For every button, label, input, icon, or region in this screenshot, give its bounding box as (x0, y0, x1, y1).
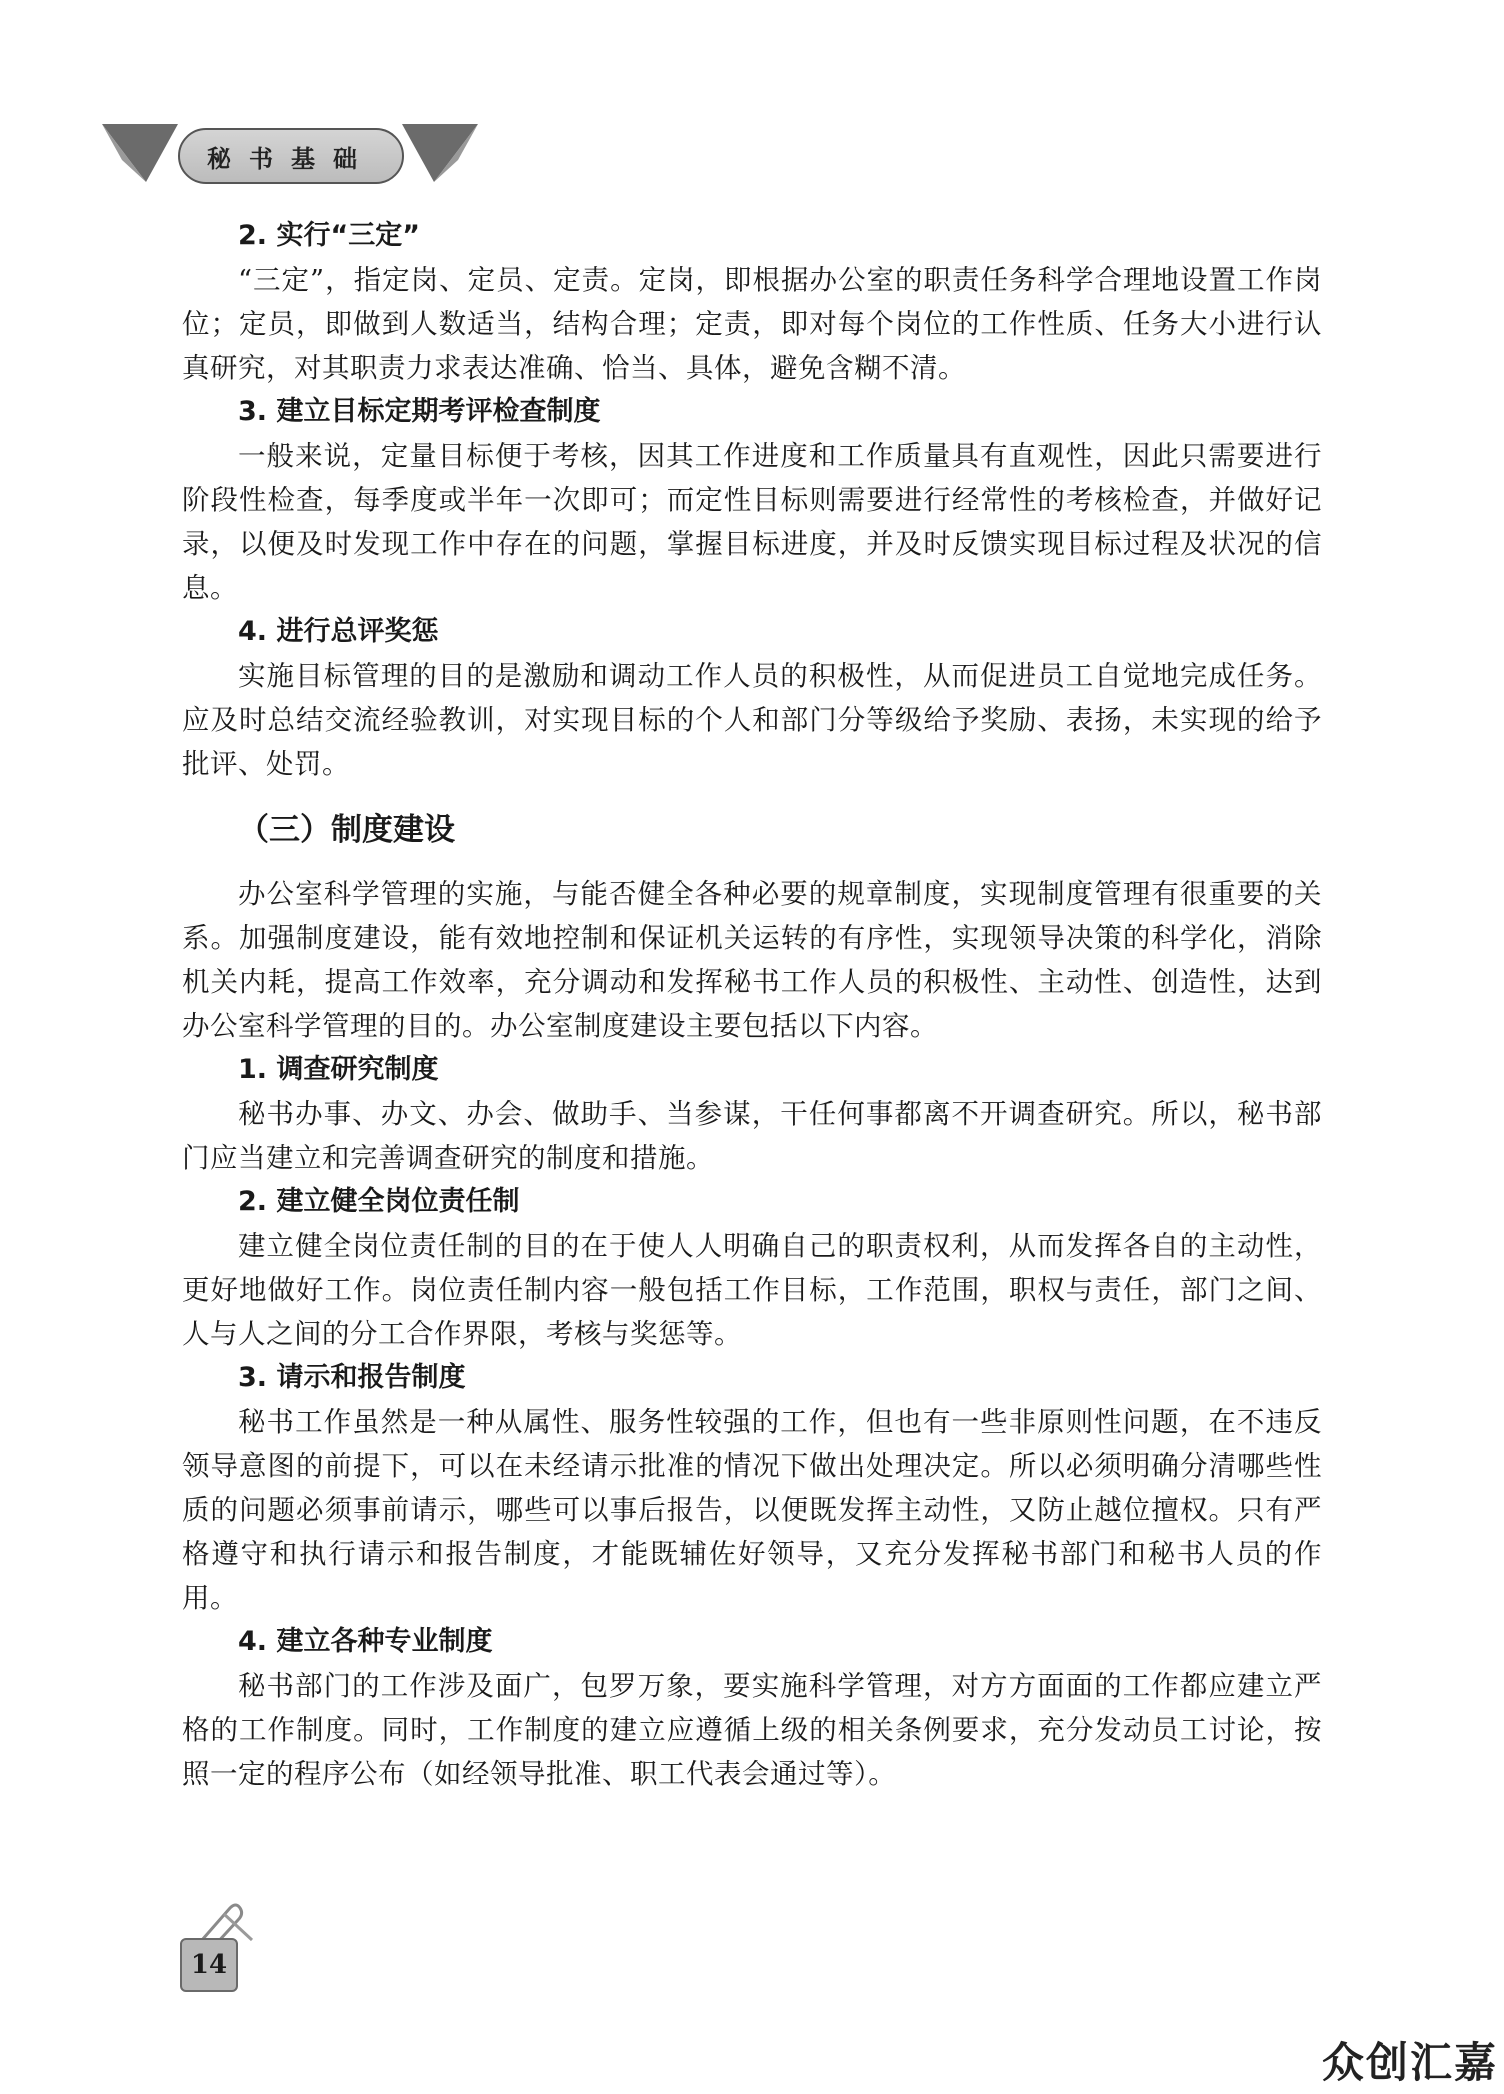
paragraph: 实施目标管理的目的是激励和调动工作人员的积极性，从而促进员工自觉地完成任务。应及时总结交流经验教训，对实现目标的个人和部门分等级给予奖励、表扬，未实现的给予批评、处罚。 (182, 660, 1322, 780)
paragraph: 一般来说，定量目标便于考核，因其工作进度和工作质量具有直观性，因此只需要进行阶段性检查，每季度或半年一次即可；而定性目标则需要进行经常性的考核检查，并做好记录，以便及时发现工作中存在的问题，掌握目标进度，并及时反馈实现目标过程及状况的信息。 (182, 440, 1322, 604)
subheading-professional-systems: 4. 建立各种专业制度 (238, 1626, 493, 1657)
paragraph: 建立健全岗位责任制的目的在于使人人明确自己的职责权利，从而发挥各自的主动性，更好地做好工作。岗位责任制内容一般包括工作目标，工作范围，职权与责任，部门之间、人与人之间的分工合作界限，考核与奖惩等。 (182, 1230, 1322, 1350)
section-heading-system-building: （三）制度建设 (238, 812, 455, 848)
subheading-san-ding: 2. 实行“三定” (238, 220, 420, 251)
paragraph: 秘书工作虽然是一种从属性、服务性较强的工作，但也有一些非原则性问题，在不违反领导意图的前提下，可以在未经请示批准的情况下做出处理决定。所以必须明确分清哪些性质的问题必须事前请示，哪些可以事后报告，以便既发挥主动性，又防止越位擅权。只有严格遵守和执行请示和报告制度，才能既辅佐好领导，又充分发挥秘书部门和秘书人员的作用。 (182, 1406, 1322, 1614)
running-header (100, 120, 480, 190)
book-title: 秘书基础 (178, 128, 404, 184)
page-body (182, 214, 1322, 1796)
paragraph: “三定”，指定岗、定员、定责。定岗，即根据办公室的职责任务科学合理地设置工作岗位；定员，即做到人数适当，结构合理；定责，即对每个岗位的工作性质、任务大小进行认真研究，对其职责力求表达准确、恰当、具体，避免含糊不清。 (182, 264, 1322, 384)
subheading-rewards: 4. 进行总评奖惩 (238, 616, 439, 647)
subheading-job-responsibility: 2. 建立健全岗位责任制 (238, 1186, 520, 1217)
subheading-investigation: 1. 调查研究制度 (238, 1054, 439, 1085)
paragraph: 办公室科学管理的实施，与能否健全各种必要的规章制度，实现制度管理有很重要的关系。加强制度建设，能有效地控制和保证机关运转的有序性，实现领导决策的科学化，消除机关内耗，提高工作效率，充分调动和发挥秘书工作人员的积极性、主动性、创造性，达到办公室科学管理的目的。办公室制度建设主要包括以下内容。 (182, 878, 1322, 1042)
page-number: 14 (180, 1938, 238, 1992)
paragraph: 秘书部门的工作涉及面广，包罗万象，要实施科学管理，对方方面面的工作都应建立严格的工作制度。同时，工作制度的建立应遵循上级的相关条例要求，充分发动员工讨论，按照一定的程序公布（如经领导批准、职工代表会通过等）。 (182, 1670, 1322, 1790)
subheading-target-review: 3. 建立目标定期考评检查制度 (238, 396, 601, 427)
paragraph: 秘书办事、办文、办会、做助手、当参谋，干任何事都离不开调查研究。所以，秘书部门应当建立和完善调查研究的制度和措施。 (182, 1098, 1322, 1174)
subheading-request-report: 3. 请示和报告制度 (238, 1362, 466, 1393)
page-number-tag (180, 1900, 238, 1992)
watermark-text: 众创汇嘉 (1321, 2038, 1498, 2087)
